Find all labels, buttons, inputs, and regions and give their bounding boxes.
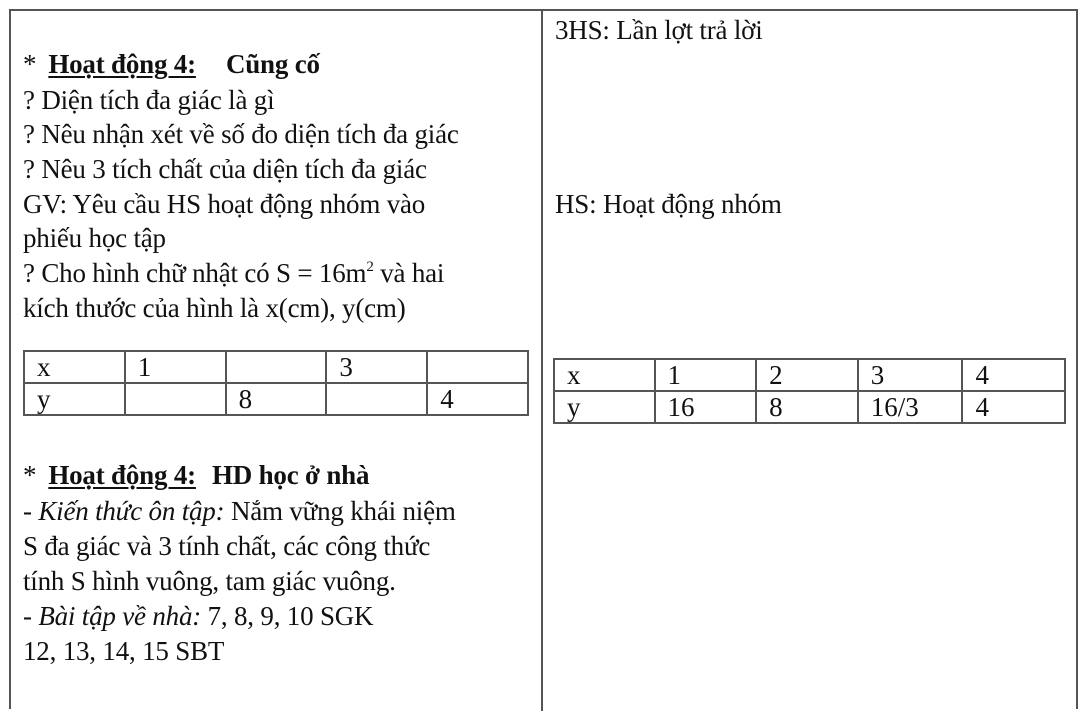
table-cell: 3 — [326, 351, 427, 383]
rectangle-question-line2: kích thước của hình là x(cm), y(cm) — [23, 293, 406, 323]
table-row — [24, 383, 528, 415]
table-cell: 1 — [655, 359, 757, 391]
table-row — [24, 351, 528, 383]
section-heading-homework — [23, 458, 369, 492]
lesson-plan-table — [9, 9, 1078, 709]
table-cell — [226, 351, 327, 383]
table-cell: 16/3 — [858, 391, 963, 423]
teacher-activity-column — [11, 11, 541, 709]
table-cell: 4 — [962, 391, 1065, 423]
student-group-work-line: HS: Hoạt động nhóm — [555, 189, 782, 219]
question-suffix: và hai — [373, 258, 445, 288]
exercise-table-blank — [23, 350, 529, 416]
table-cell: x — [24, 351, 125, 383]
table-cell: 8 — [226, 383, 327, 415]
bullet-star: * — [23, 460, 37, 490]
table-cell: 8 — [756, 391, 858, 423]
table-cell: y — [24, 383, 125, 415]
homework-text: 7, 8, 9, 10 SGK — [201, 601, 374, 631]
heading-label: Hoạt động 4: — [48, 49, 196, 79]
rectangle-question — [23, 256, 444, 290]
superscript-exponent: 2 — [366, 259, 374, 275]
section-heading-consolidation — [23, 47, 320, 81]
heading-title: Cũng cố — [225, 49, 320, 79]
question-line: ? Nêu nhận xét về số đo diện tích đa giác — [23, 119, 459, 149]
table-cell: 3 — [858, 359, 963, 391]
table-cell: 4 — [962, 359, 1065, 391]
student-activity-column — [543, 11, 1076, 709]
homework-line: 12, 13, 14, 15 SBT — [23, 636, 225, 666]
review-line: tính S hình vuông, tam giác vuông. — [23, 566, 396, 596]
instruction-line: phiếu học tập — [23, 223, 166, 253]
heading-title: HD học ở nhà — [211, 460, 370, 490]
question-line: ? Diện tích đa giác là gì — [23, 85, 275, 115]
table-cell — [326, 383, 427, 415]
table-cell: 16 — [655, 391, 757, 423]
instruction-line: GV: Yêu cầu HS hoạt động nhóm vào — [23, 189, 426, 219]
review-text: Nắm vững khái niệm — [224, 496, 456, 526]
table-cell — [427, 351, 528, 383]
question-line: ? Nêu 3 tích chất của diện tích đa giác — [23, 154, 427, 184]
table-cell: 4 — [427, 383, 528, 415]
review-line — [23, 494, 456, 528]
table-row — [554, 391, 1065, 423]
review-line: S đa giác và 3 tính chất, các công thức — [23, 531, 431, 561]
homework-line — [23, 599, 373, 633]
table-cell: 1 — [125, 351, 226, 383]
exercise-table-answer — [553, 358, 1066, 424]
heading-label: Hoạt động 4: — [48, 460, 196, 490]
table-cell — [125, 383, 226, 415]
table-cell: y — [554, 391, 655, 423]
review-label: - Kiến thức ôn tập: — [23, 496, 225, 526]
question-prefix: ? Cho hình chữ nhật có S = 16m — [23, 258, 367, 288]
bullet-star: * — [23, 49, 37, 79]
table-cell: x — [554, 359, 655, 391]
homework-label: - Bài tập về nhà: — [23, 601, 202, 631]
student-answer-line: 3HS: Lần lợt trả lời — [555, 15, 763, 45]
table-cell: 2 — [756, 359, 858, 391]
table-row — [554, 359, 1065, 391]
